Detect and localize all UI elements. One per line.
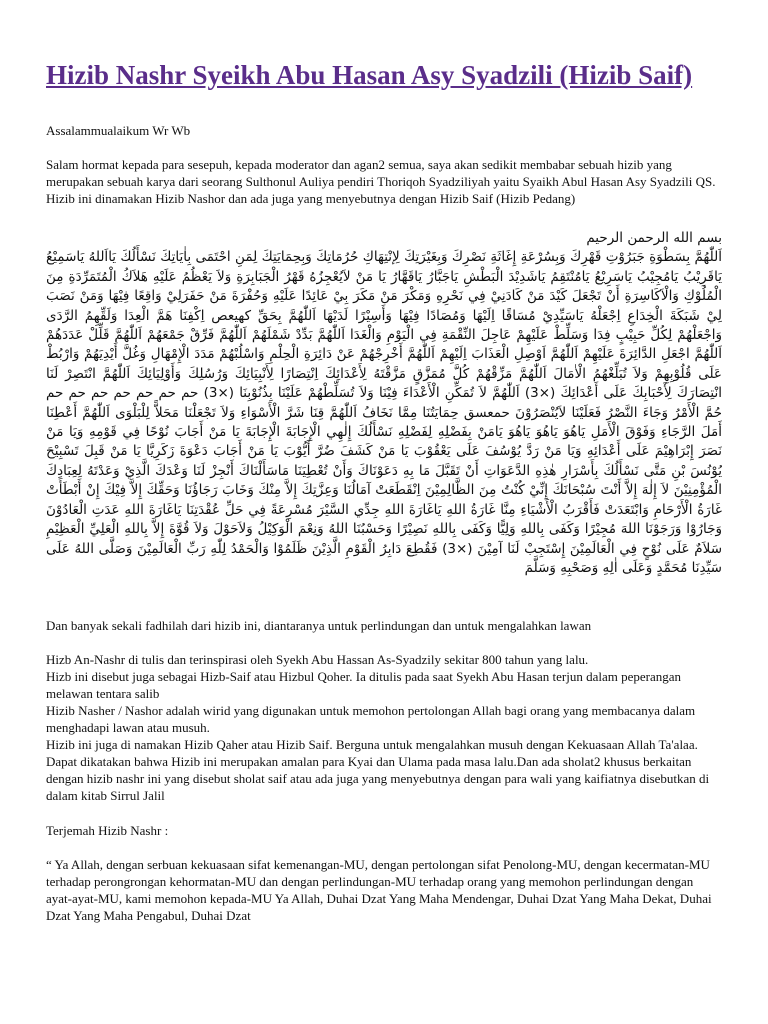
info-line: Hizib Nasher / Nashor adalah wirid yang digunakan untuk memohon pertolongan Allah bagi orang yang membacanya dalam menghadapi lawan atau musuh. — [46, 703, 696, 735]
terjemah-heading: Terjemah Hizib Nashr : — [46, 823, 169, 838]
info-paragraph — [46, 651, 722, 804]
page-title[interactable]: Hizib Nashr Syeikh Abu Hasan Asy Syadzili (Hizib Saif) — [46, 60, 693, 90]
prayer-body: اَللّٰهُمَّ بِسَطْوَةِ جَبَرُوْتِ قَهْرِكَ وَبِسُرْعَةِ إِغَاثَةِ نَصْرِكَ وَبِغَيْرَتِكَ لِإنْتِهَاكِ حُرُمَاتِكَ وَبِحِمَايَتِكَ لِمَنِ احْتَمَى بِاٰيَاتِكَ نَسْأَلُكَ يَااَللهُ يَاسَمِيْعُ يَاقَرِيْبُ يَامُجِيْبُ يَاسَرِيْعُ يَامُنْتَقِمُ يَاشَدِيْدَ الْبَطْشِ يَاجَبَّارُ يَاقَهَّارُ يَا مَنْ لاَيُعْجِزُهُ قَهْرُ الْجَبَابِرَةِ وَلاَ يَعْظُمُ عَلَيْهِ هَلاَكُ الْمُتَمَرِّدَةِ مِنَ الْمُلُوْكِ وَالْاَكَاسِرَةِ أَنْ تَجْعَلَ كَيْدَ مَنْ كَادَنِيْ فِي نَحْرِهِ وَمَكْرَ مَنْ مَكَرَ بِيْ عَائِدًا عَلَيْهِ وَحُفْرَةَ مَنْ حَفَرَلِيْ وَاقِعًا فِيْهَا وَمَنْ نَصَبَ لِيْ شَبَكَةَ الْخِدَاعِ اِجْعَلْهُ يَاسَيِّدِيْ مُسَاقًا اِلَيْهَا وَمُصَادًا فِيْهَا وَأَسِيْرًا لَدَيْهَا اَللّٰهُمَّ بِحَقِّ كهيعص اِكْفِنَا هَمَّ الْعِدَا وَلَقِّهِمُ الرَّدَى وَاجْعَلْهُمْ لِكُلِّ حَبِيْبٍ فِدَا وَسَلِّطْ عَلَيْهِمْ عَاجِلَ النِّقْمَةِ فِي الْيَوْمِ وَالْغَدَا اَللّٰهُمَّ بَدِّدْ شَمْلَهُمْ اَللّٰهُمَّ فَرِّقْ جَمْعَهُمْ اَللّٰهُمَّ قَلِّلْ عَدَدَهُمْ اَللّٰهُمَّ اجْعَلِ الدَّائِرَةَ عَلَيْهِمْ اَللّٰهُمَّ اَوْصِلِ الْعَذَابَ اِلَيْهِمْ اَللّٰهُمَّ أَخْرِجْهُمْ عَنْ دَائِرَةِ الْحِلْمِ وَاسْلُبْهُمْ مَدَدَ الْإِمْهَالِ وَغُلَّ أَيْدِيَهُمْ وَارْبُطْ عَلَى قُلُوْبِهِمْ وَلاَ تُبَلِّغْهُمُ الْاٰمَالَ اَللّٰهُمَّ مَزِّقْهُمْ كُلَّ مُمَزَّقٍ مَزَّقْتَهُ لِأَعْدَائِكَ اِنْتِصَارًا لِأَنْبِيَائِكَ وَرُسُلِكَ وَأَوْلِيَائِكَ اَللّٰهُمَّ انْتَصِرْ لَنَا انْتِصَارَكَ لِأَحْبَابِكَ عَلَى أَعْدَائِكَ (×3) اَللّٰهُمَّ لاَ تُمَكِّنِ الْأَعْدَاءَ فِيْنَا وَلاَ تُسَلِّطْهُمْ عَلَيْنَا بِذُنُوْبِنَا (×3) حم حم حم حم حم حم حم حُمَّ الْأَمْرُ وَجَاءَ النَّصْرُ فَعَلَيْنَا لاَيُنْصَرُوْنَ حمعسق حِمَايَتُنَا مِمَّا نَخَافُ اَللّٰهُمَّ قِنَا شَرَّ الْأَسْوَاءِ وَلاَ تَجْعَلْنَا مَحَلاًّ لِلْبَلْوَى اَللّٰهُمَّ أَعْطِنَا أَمَلَ الرَّجَاءِ وَفَوْقَ الْأَمَلِ يَاهُوَ يَاهُوَ يَاهُوَ يَامَنْ بِفَضْلِهِ لِفَضْلِهِ نَسْأَلُكَ إِلٰهِي الْإِجَابَةَ الْإِجَابَةَ يَا مَنْ أَجَابَ نُوْحًا فِي قَوْمِهِ وَيَا مَنْ نَصَرَ إِبْرَاهِيْمَ عَلَى أَعْدَائِهِ وَيَا مَنْ رَدَّ يُوْسُفَ عَلَى يَعْقُوْبَ يَا مَنْ كَشَفَ ضُرَّ أَيُّوْبَ يَا مَنْ أَجَابَ دَعْوَةَ زَكَرِيَّا يَا مَنْ قَبِلَ تَسْبِيْحَ يُوْنُسَ بْنِ مَتَّى نَسْأَلُكَ بِأَسْرَارِ هٰذِهِ الدَّعَوَاتِ أَنْ تَقَبَّلَ مَا بِهِ دَعَوْنَاكَ وَأَنْ تُعْطِيَنَا مَاسَأَلْنَاكَ أَنْجِزْ لَنَا وَعْدَكَ الَّذِيْ وَعَدْتَهُ لِعِبَادِكَ الْمُؤْمِنِيْنَ لاَ إِلٰهَ إِلاَّ أَنْتَ سُبْحَانَكَ إِنِّيْ كُنْتُ مِنَ الظَّالِمِيْنَ اِنْقَطَعَتْ آمَالُنَا وَعِزَّتِكَ إِلاَّ مِنْكَ وَخَابَ رَجَاؤُنَا وَحَقِّكَ إِلاَّ فِيْكَ إِنْ أَبْطَأَتْ غَارَةُ الْأَرْحَامِ وَابْتَعَدَتْ فَأَقْرَبُ الْأَشْيَاءِ مِنَّا غَارَةُ اللهِ يَاغَارَةَ اللهِ جِدِّي السَّيْرَ مُسْرِعَةً فِي حَلِّ عُقْدَتِنَا يَاغَارَةَ اللهِ عَدَتِ الْعَادُوْنَ وَجَارُوْا وَرَجَوْنَا اللهَ مُجِيْرًا وَكَفَى بِاللهِ وَلِيًّا وَكَفَى بِاللهِ نَصِيْرًا وَحَسْبُنَا اللهُ وَنِعْمَ الْوَكِيْلُ وَلاَحَوْلَ وَلاَ قُوَّةَ إِلاَّ بِاللهِ الْعَلِيِّ الْعَظِيْمِ سَلاَمٌ عَلَى نُوْحٍ فِي الْعَالَمِيْنَ إِسْتَجِبْ لَنَا آمِيْنَ (×3) فَقُطِعَ دَابِرُ الْقَوْمِ الَّذِيْنَ ظَلَمُوْا وَالْحَمْدُ لِلّٰهِ رَبِّ الْعَالَمِيْنَ وَصَلَّى اللهُ عَلَى سَيِّدِنَا مُحَمَّدٍ وَعَلَى اٰلِهِ وَصَحْبِهِ وَسَلَّمَ — [46, 249, 722, 576]
info-line: Hizb ini disebut juga sebagai Hizb-Saif atau Hizbul Qoher. Ia ditulis pada saat Syekh Abu Hasan terjun dalam peperangan melawan tentara salib — [46, 669, 682, 701]
arabic-prayer-text — [46, 229, 722, 607]
intro-paragraph: Salam hormat kepada para sesepuh, kepada moderator dan agan2 semua, saya akan sedikit membabar sebuah hizib yang merupakan sebuah karya dari seorang Sulthonul Auliya pendiri Thoriqoh Syadziliyah yaitu Syaikh Abul Hasan Asy Syadzili QS. Hizib ini dinamakan Hizib Nashor dan ada juga yang menyebutnya dengan Hizib Saif (Hizib Pedang) — [46, 157, 716, 206]
info-line: Hizib ini juga di namakan Hizib Qaher atau Hizib Saif. Berguna untuk mengalahkan musuh dengan Kekuasaan Allah Ta'alaa. Dapat dikatakan bahwa Hizib ini merupakan amalan para Kyai dan Ulama pada masa lalu.Dan ada sholat2 khusus berkaitan dengan hizib nashr ini yang disebut sholat saif atau ada juga yang menyebutnya dengan para wali yang kaifiatnya disebutkan di dalam kitab Sirrul Jalil — [46, 737, 710, 803]
greeting: Assalammualaikum Wr Wb — [46, 123, 191, 138]
basmala: بسم الله الرحمن الرحيم — [586, 230, 722, 246]
fadhilah-paragraph: Dan banyak sekali fadhilah dari hizib ini, diantaranya untuk perlindungan dan untuk mengalahkan lawan — [46, 618, 592, 633]
terjemah-paragraph: “ Ya Allah, dengan serbuan kekuasaan sifat kemenangan-MU, dengan pertolongan sifat Penolong-MU, dengan kecermatan-MU terhadap perongrongan kehormatan-MU dan dengan perlindungan-MU terhadap orang yang memohon perlindungan dengan ayat-ayat-MU, kami memohon kepada-MU Ya Allah, Duhai Dzat Yang Maha Mendengar, Duhai Dzat Yang Maha Dekat, Duhai Dzat Yang Maha Pengabul, Duhai Dzat — [46, 857, 712, 923]
info-line: Hizb An-Nashr di tulis dan terinspirasi oleh Syekh Abu Hassan As-Syadzily sekitar 800 tahun yang lalu. — [46, 652, 589, 667]
